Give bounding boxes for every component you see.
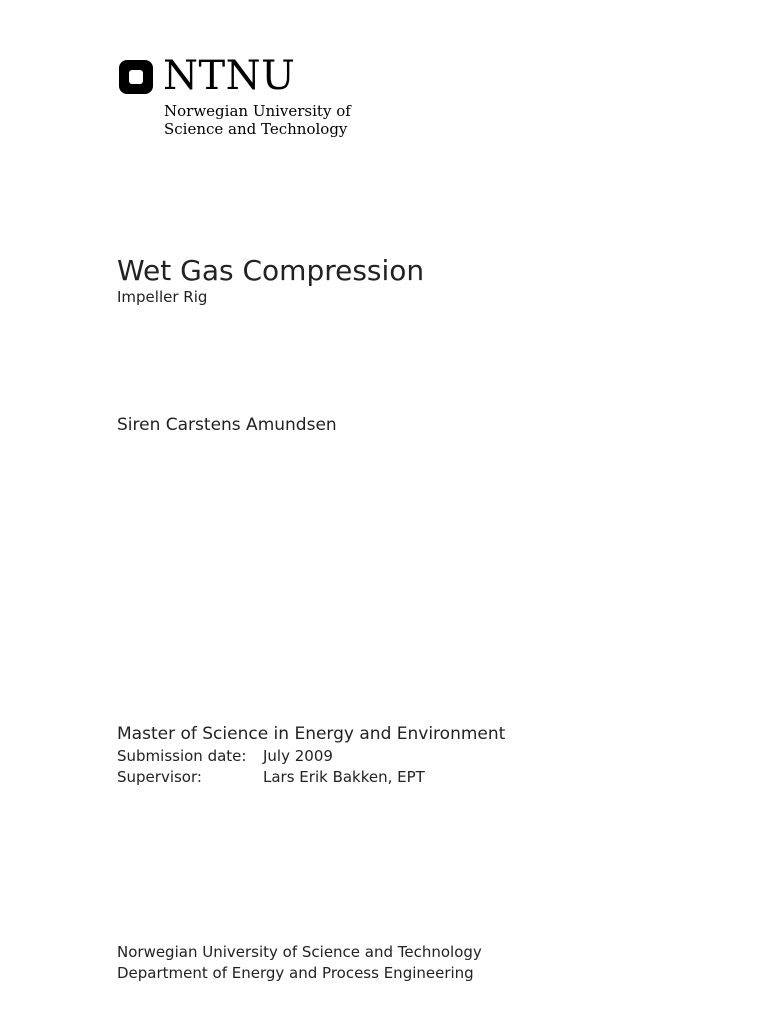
submission-details (117, 746, 425, 788)
ntnu-logo (119, 53, 419, 148)
institution-footer (117, 942, 482, 984)
logo-wordmark: NTNU (163, 53, 296, 99)
submission-date-value: July 2009 (263, 747, 333, 765)
submission-date-label: Submission date: (117, 747, 247, 765)
footer-department: Department of Energy and Process Engineering (117, 964, 474, 982)
supervisor-row (117, 767, 425, 788)
logo-subtitle-line-1: Norwegian University of (164, 102, 351, 120)
degree-program: Master of Science in Energy and Environment (117, 724, 506, 744)
footer-university: Norwegian University of Science and Technology (117, 943, 482, 961)
author-name: Siren Carstens Amundsen (117, 415, 337, 435)
supervisor-value: Lars Erik Bakken, EPT (263, 768, 425, 786)
supervisor-label: Supervisor: (117, 768, 202, 786)
submission-date-row (117, 746, 425, 767)
document-title: Wet Gas Compression (117, 254, 425, 287)
ntnu-logo-icon (119, 60, 153, 94)
logo-subtitle-line-2: Science and Technology (164, 120, 348, 138)
logo-subtitle (164, 102, 351, 138)
document-subtitle: Impeller Rig (117, 288, 208, 306)
